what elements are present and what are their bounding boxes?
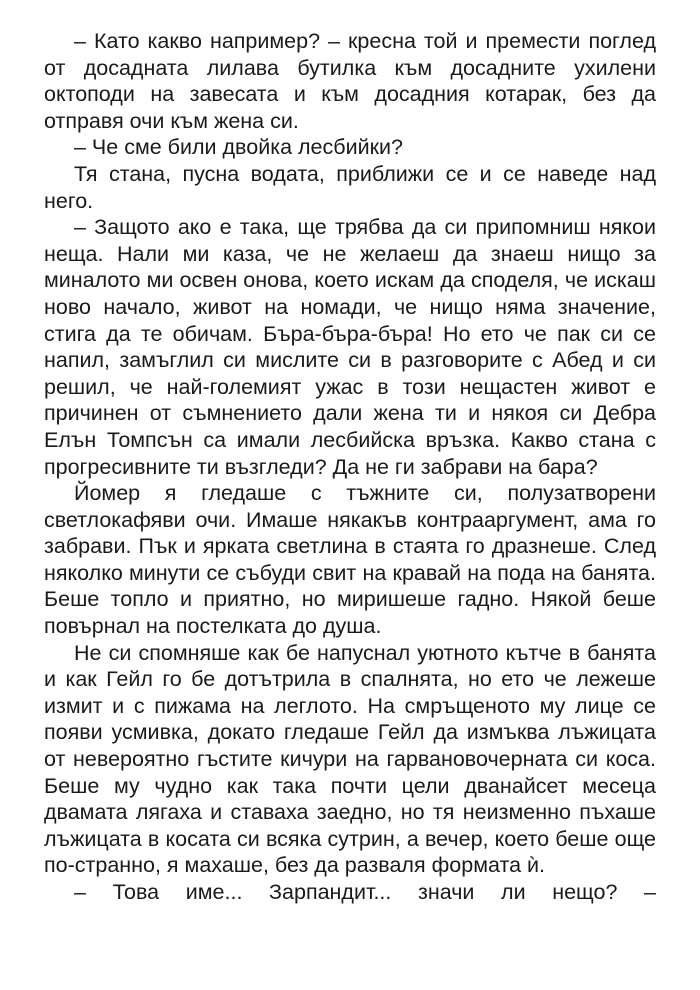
paragraph: Йомер я гледаше с тъжните си, полузатворени светлокафяви очи. Имаше някакъв контрааргумент, ама го забрави. Пък и ярката светлина в стаята го дразнеше. След няколко минути се събуди свит на кравай на пода на банята. Беше топло и приятно, но миришеше гадно. Някой беше повърнал на постелката до душа. bbox=[44, 481, 656, 639]
paragraph: – Като какво например? – кресна той и премести поглед от досадната лилава бутилка към досадните ухилени октоподи на завесата и към досадния котарак, без да отправя очи към жена си. bbox=[44, 29, 656, 133]
paragraph: – Защото ако е така, ще трябва да си припомниш някои неща. Нали ми каза, че не желаеш да знаеш нищо за миналото ми освен онова, което искам да споделя, че искаш ново начало, живот на номади, че нищо няма значение, стига да те обичам. Бъра-бъра-бъра! Но ето че пак си се напил, замъглил си мислите си в разговорите с Абед и си решил, че най-големият ужас в този нещастен живот е причинен от съмнението дали жена ти и някоя си Дебра Елън Томпсън са имали лесбийска връзка. Какво стана с прогресивните ти възгледи? Да не ги забрави на бара? bbox=[44, 215, 656, 479]
paragraph: Не си спомняше как бе напуснал уютното кътче в банята и как Гейл го бе дотътрила в спалнята, но ето че лежеше измит и с пижама на леглото. На смръщеното му лице се появи усмивка, докато гледаше Гейл да измъква лъжицата от невероятно гъстите кичури на гарвановочерната си коса. Беше му чудно как така почти цели дванайсет месеца двамата лягаха и ставаха заедно, но тя неизменно пъхаше лъжицата в косата си всяка сутрин, а вечер, което беше още по-странно, я махаше, без да разваля формата ѝ. bbox=[44, 640, 656, 878]
paragraph: – Това име... Зарпандит... значи ли нещо? – bbox=[74, 880, 656, 904]
paragraph: – Че сме били двойка лесбийки? bbox=[74, 135, 403, 160]
paragraph: Тя стана, пусна водата, приближи се и се наведе над него. bbox=[44, 161, 656, 213]
page-text bbox=[44, 28, 656, 906]
